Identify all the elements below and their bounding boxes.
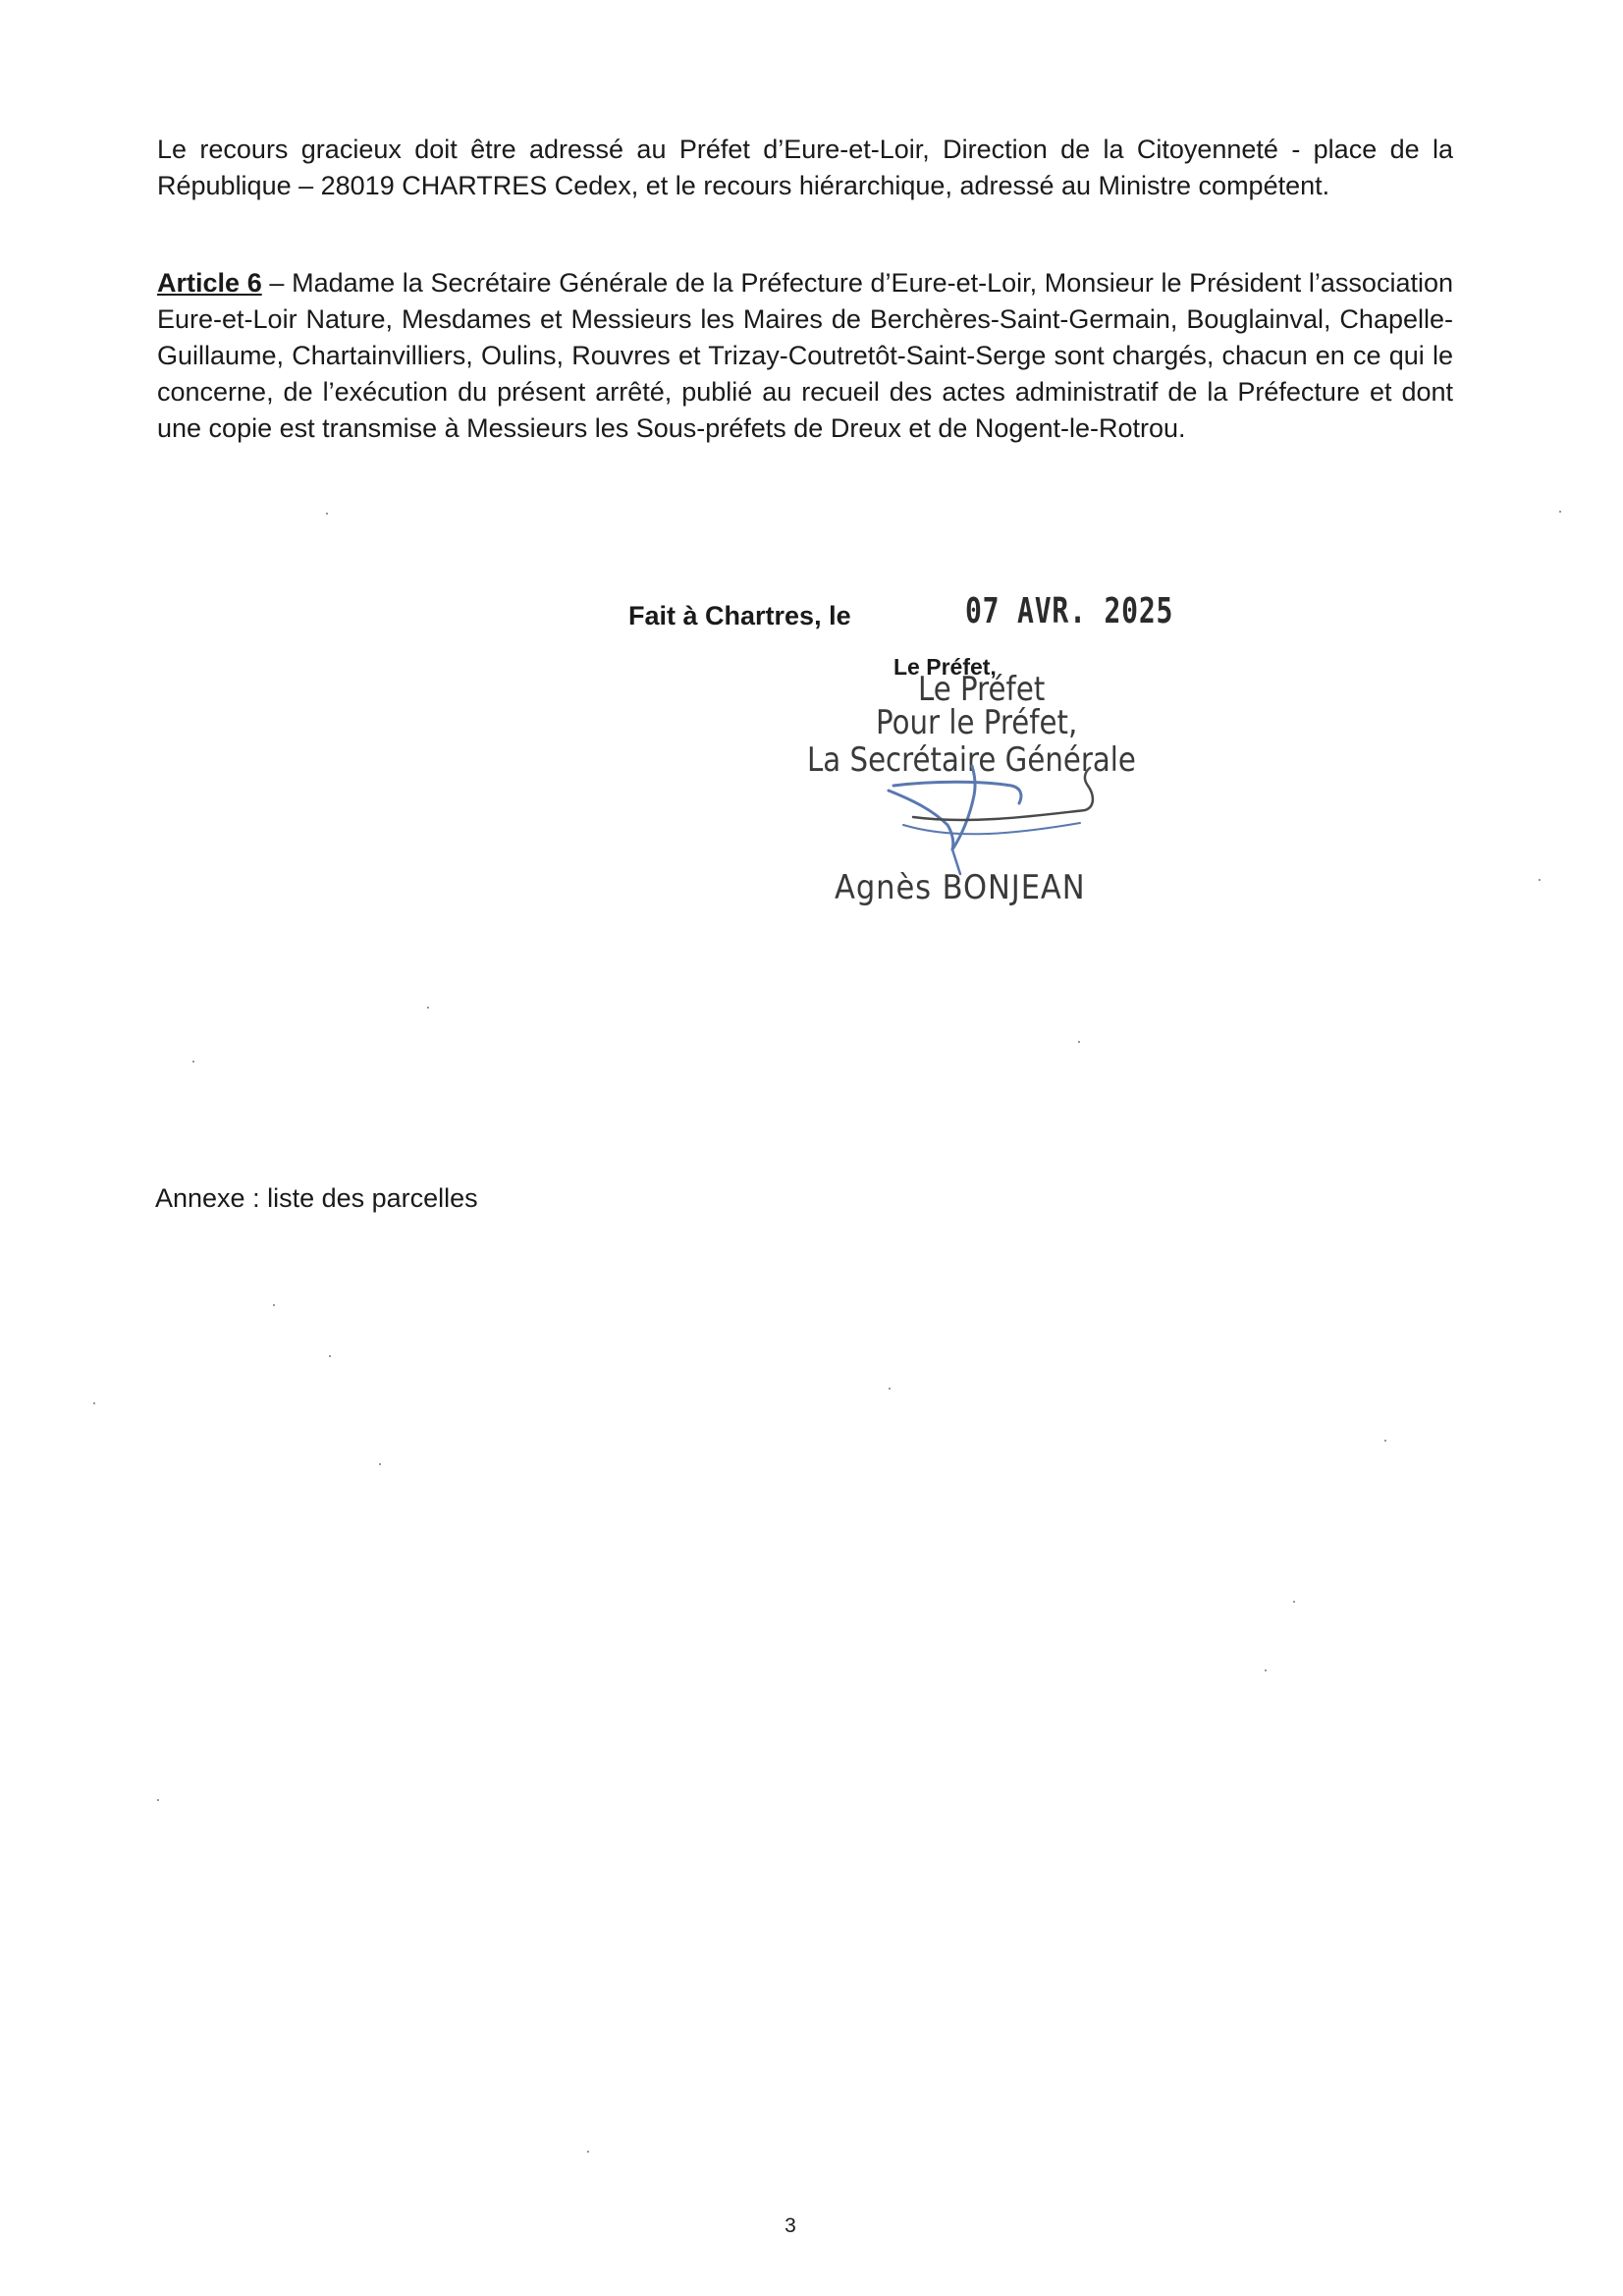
scan-speck — [1559, 511, 1561, 513]
scan-speck — [1384, 1440, 1386, 1442]
fait-a-chartres: Fait à Chartres, le — [628, 601, 851, 630]
stamp-line-pour-le-prefet: Pour le Préfet, — [876, 703, 1078, 742]
scan-speck — [889, 1388, 891, 1390]
article-6-heading: Article 6 — [157, 268, 262, 298]
date-stamp: 07 AVR. 2025 — [965, 591, 1174, 631]
scan-speck — [192, 1061, 194, 1063]
scan-speck — [1078, 1041, 1080, 1043]
scan-speck — [1265, 1669, 1267, 1671]
le-prefet-label: Le Préfet, — [893, 654, 997, 680]
stamp-line-le-prefet: Le Préfet — [918, 670, 1046, 709]
scan-speck — [379, 1463, 381, 1465]
scan-speck — [587, 2151, 589, 2153]
page-number: 3 — [784, 2214, 796, 2237]
scan-speck — [93, 1402, 95, 1404]
scan-speck — [329, 1355, 331, 1357]
paragraph-article-6 — [157, 265, 1453, 447]
paragraph-recours: Le recours gracieux doit être adressé au Préfet d’Eure-et-Loir, Direction de la Citoyenneté - place de la République – 28019 CHARTRES Cedex, et le recours hiérarchique, adressé au Ministre compétent. — [157, 135, 1453, 200]
annexe-label: Annexe : liste des parcelles — [155, 1183, 478, 1213]
scan-speck — [427, 1007, 429, 1009]
article-6-text: Madame la Secrétaire Générale de la Préfecture d’Eure-et-Loir, Monsieur le Président l’association Eure-et-Loir Nature, Mesdames et Messieurs les Maires de Berchères-Saint-Germain, Bouglainval, Chapelle-Guillaume, Chartainvilliers, Oulins, Rouvres et Trizay-Coutretôt-Saint-Serge sont chargés, chacun en ce qui le concerne, de l’exécution du présent arrêté, publié au recueil des actes administratif de la Préfecture et dont une copie est transmise à Messieurs les Sous-préfets de Dreux et de Nogent-le-Rotrou. — [157, 268, 1453, 443]
stamp-line-secretaire-generale: La Secrétaire Générale — [807, 740, 1136, 780]
signatory-name: Agnès BONJEAN — [835, 868, 1086, 907]
scan-speck — [273, 1304, 275, 1306]
scan-speck — [157, 1799, 159, 1801]
scan-speck — [1293, 1601, 1295, 1603]
scan-speck — [326, 513, 328, 515]
scan-speck — [1539, 879, 1541, 881]
article-6-separator: – — [261, 268, 293, 298]
